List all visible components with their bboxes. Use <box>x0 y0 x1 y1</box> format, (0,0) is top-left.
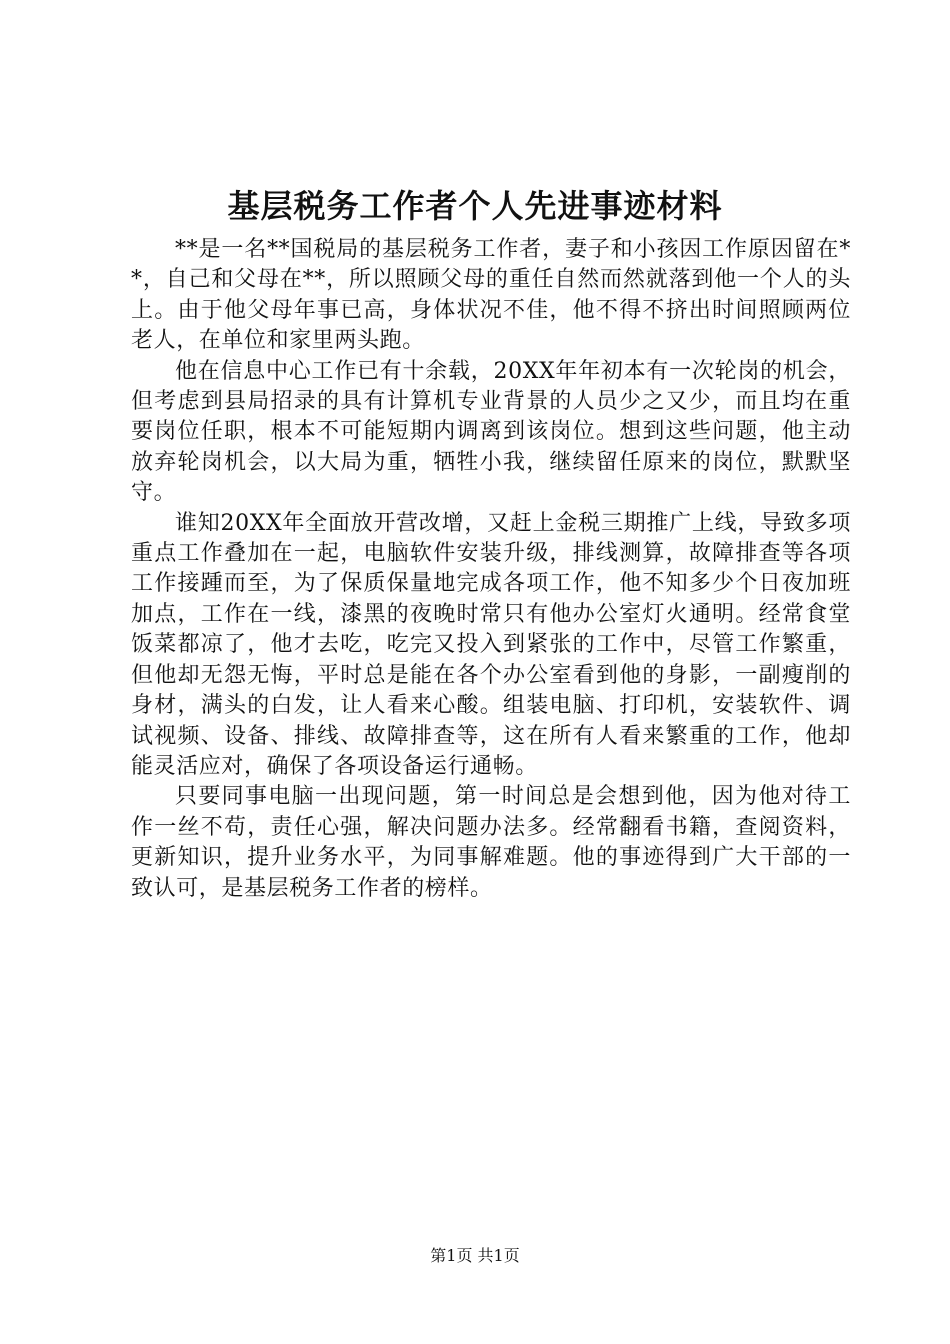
paragraph-1: **是一名**国税局的基层税务工作者，妻子和小孩因工作原因留在**，自己和父母在**，所以照顾父母的重任自然而然就落到他一个人的头上。由于他父母年事已高，身体状况不佳，他不得不挤出时间照顾两位老人，在单位和家里两头跑。 <box>131 237 851 354</box>
paragraph-4: 只要同事电脑一出现问题，第一时间总是会想到他，因为他对待工作一丝不苟，责任心强，解决问题办法多。经常翻看书籍，查阅资料，更新知识，提升业务水平，为同事解难题。他的事迹得到广大干部的一致认可，是基层税务工作者的榜样。 <box>131 784 851 901</box>
document-title: 基层税务工作者个人先进事迹材料 <box>227 187 723 225</box>
document-body <box>131 235 851 904</box>
paragraph-3: 谁知20XX年全面放开营改增，又赶上金税三期推广上线，导致多项重点工作叠加在一起，电脑软件安装升级，排线测算，故障排查等各项工作接踵而至，为了保质保量地完成各项工作，他不知多少个日夜加班加点，工作在一线，漆黑的夜晚时常只有他办公室灯火通明。经常食堂饭菜都凉了，他才去吃，吃完又投入到紧张的工作中，尽管工作繁重，但他却无怨无悔，平时总是能在各个办公室看到他的身影，一副瘦削的身材，满头的白发，让人看来心酸。组装电脑、打印机，安装软件、调试视频、设备、排线、故障排查等，这在所有人看来繁重的工作，他却能灵活应对，确保了各项设备运行通畅。 <box>131 510 851 779</box>
paragraph-2: 他在信息中心工作已有十余载，20XX年年初本有一次轮岗的机会，但考虑到县局招录的具有计算机专业背景的人员少之又少，而且均在重要岗位任职，根本不可能短期内调离到该岗位。想到这些问题，他主动放弃轮岗机会，以大局为重，牺牲小我，继续留任原来的岗位，默默坚守。 <box>131 358 851 506</box>
page-number-footer: 第1页 共1页 <box>430 1246 520 1265</box>
